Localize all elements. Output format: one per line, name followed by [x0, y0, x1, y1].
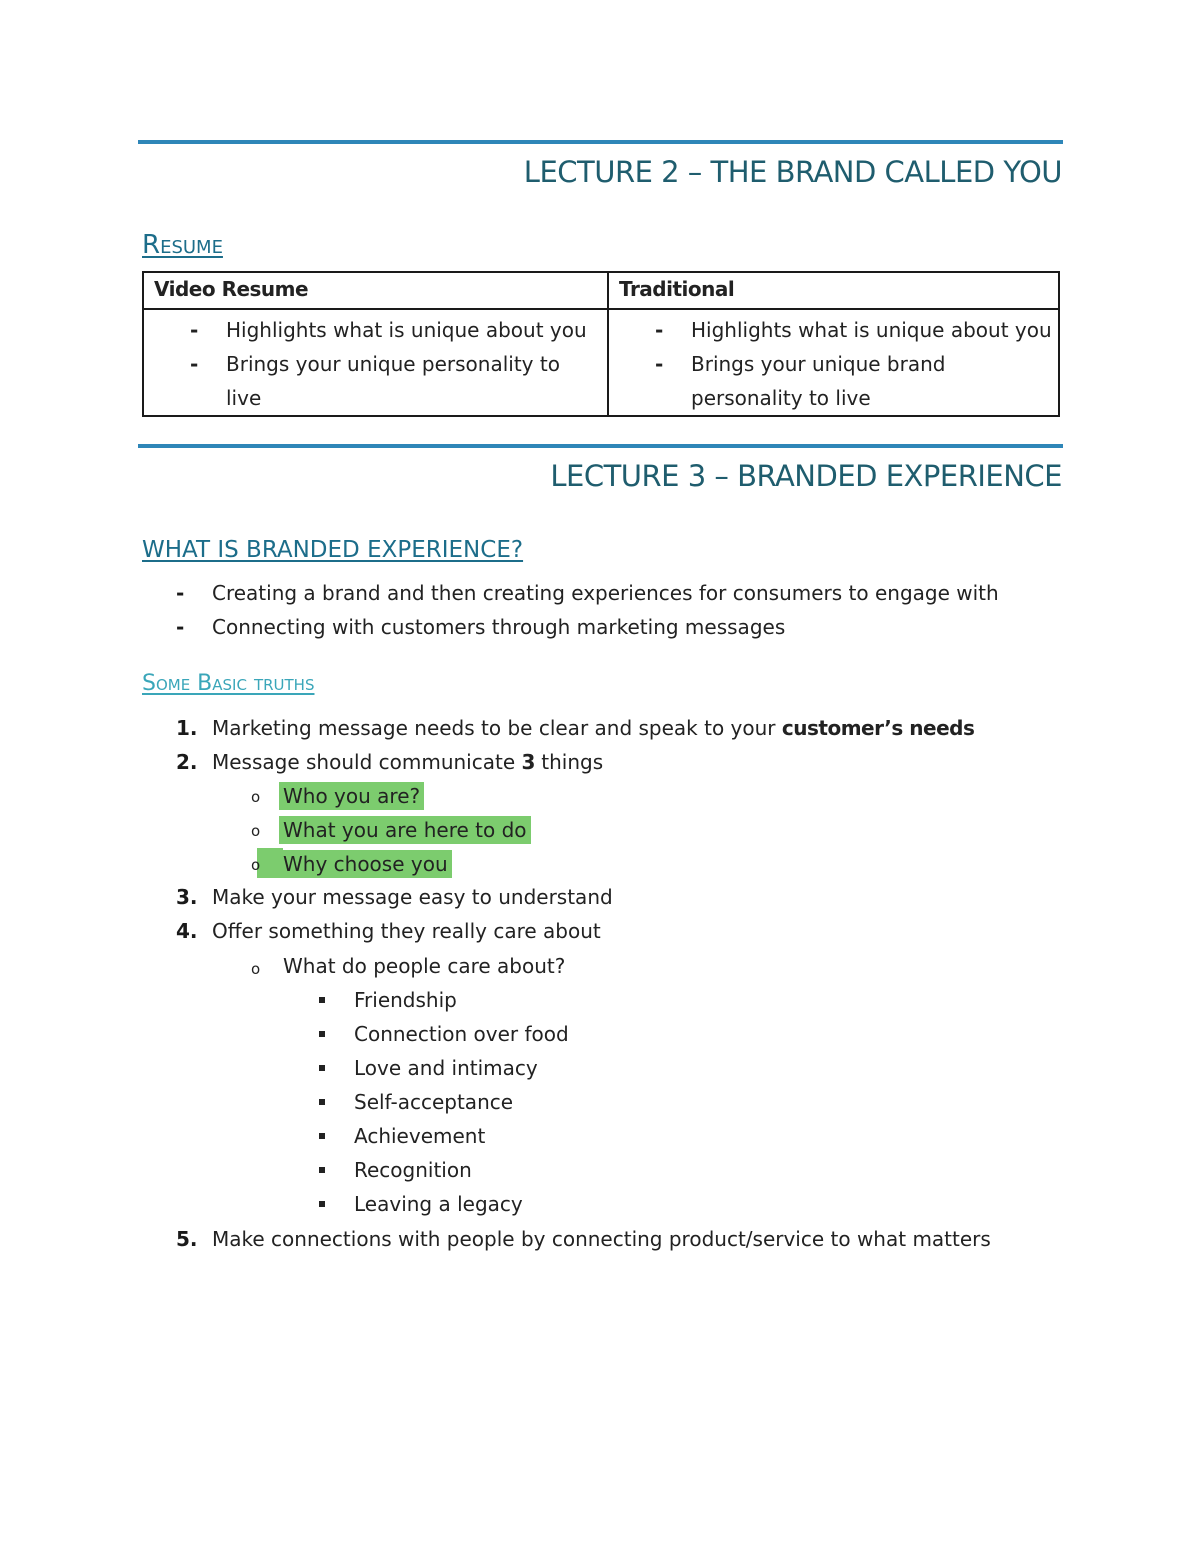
section-rule	[138, 444, 1063, 448]
truth-1-bold: customer’s needs	[781, 716, 975, 740]
list-item: - Brings your unique brand personality to live	[609, 347, 1052, 415]
video-resume-cell	[143, 309, 608, 416]
care-item: Recognition	[354, 1158, 472, 1182]
section-rule	[138, 140, 1063, 144]
truth-3: Make your message easy to understand	[212, 885, 613, 909]
square-bullet	[319, 1065, 325, 1071]
truth-1-text: Marketing message needs to be clear and speak to your	[212, 716, 782, 740]
truth-2	[212, 750, 603, 774]
truth-1	[212, 716, 974, 740]
truth-2-text-end: things	[534, 750, 604, 774]
care-item: Leaving a legacy	[354, 1192, 523, 1216]
circle-bullet: o	[251, 788, 261, 806]
what-is-branded-experience-heading: WHAT IS BRANDED EXPERIENCE?	[142, 537, 524, 563]
truth-4: Offer something they really care about	[212, 919, 601, 943]
list-number: 1.	[176, 716, 198, 740]
square-bullet	[319, 1099, 325, 1105]
care-item: Self-acceptance	[354, 1090, 514, 1114]
circle-bullet: o	[251, 960, 261, 978]
dash-bullet: -	[176, 581, 185, 605]
list-item: - Highlights what is unique about you	[144, 313, 601, 347]
square-bullet	[319, 1201, 325, 1207]
table-header-video-resume: Video Resume	[143, 272, 608, 309]
list-number: 5.	[176, 1227, 198, 1251]
highlighted-subitem: Why choose you	[279, 850, 452, 878]
highlighted-subitem: Who you are?	[279, 782, 424, 810]
care-question: What do people care about?	[283, 954, 566, 978]
some-basic-truths-heading: Some Basic truths	[142, 671, 315, 696]
list-number: 3.	[176, 885, 198, 909]
table-header-traditional: Traditional	[608, 272, 1059, 309]
care-item: Friendship	[354, 988, 457, 1012]
dash-bullet: -	[176, 615, 185, 639]
square-bullet	[319, 1133, 325, 1139]
truth-2-bold: 3	[521, 750, 535, 774]
list-item: - Highlights what is unique about you	[609, 313, 1052, 347]
circle-bullet: o	[251, 856, 261, 874]
highlighted-subitem: What you are here to do	[279, 816, 531, 844]
care-item: Love and intimacy	[354, 1056, 538, 1080]
truth-5: Make connections with people by connecting product/service to what matters	[212, 1227, 991, 1251]
what-item-1: Creating a brand and then creating experiences for consumers to engage with	[212, 581, 999, 605]
list-item: - Brings your unique personality to live	[144, 347, 601, 415]
traditional-list	[609, 310, 1058, 415]
square-bullet	[319, 1167, 325, 1173]
lecture-2-title: LECTURE 2 – THE BRAND CALLED YOU	[523, 155, 1062, 189]
resume-heading: Resume	[142, 230, 223, 260]
resume-comparison-table	[142, 271, 1060, 417]
square-bullet	[319, 1031, 325, 1037]
circle-bullet: o	[251, 822, 261, 840]
square-bullet	[319, 997, 325, 1003]
care-item: Achievement	[354, 1124, 486, 1148]
video-resume-list	[144, 310, 607, 415]
list-number: 2.	[176, 750, 198, 774]
truth-2-text: Message should communicate	[212, 750, 522, 774]
care-item: Connection over food	[354, 1022, 569, 1046]
list-number: 4.	[176, 919, 198, 943]
what-item-2: Connecting with customers through marketing messages	[212, 615, 786, 639]
traditional-cell	[608, 309, 1059, 416]
lecture-3-title: LECTURE 3 – BRANDED EXPERIENCE	[550, 459, 1062, 493]
